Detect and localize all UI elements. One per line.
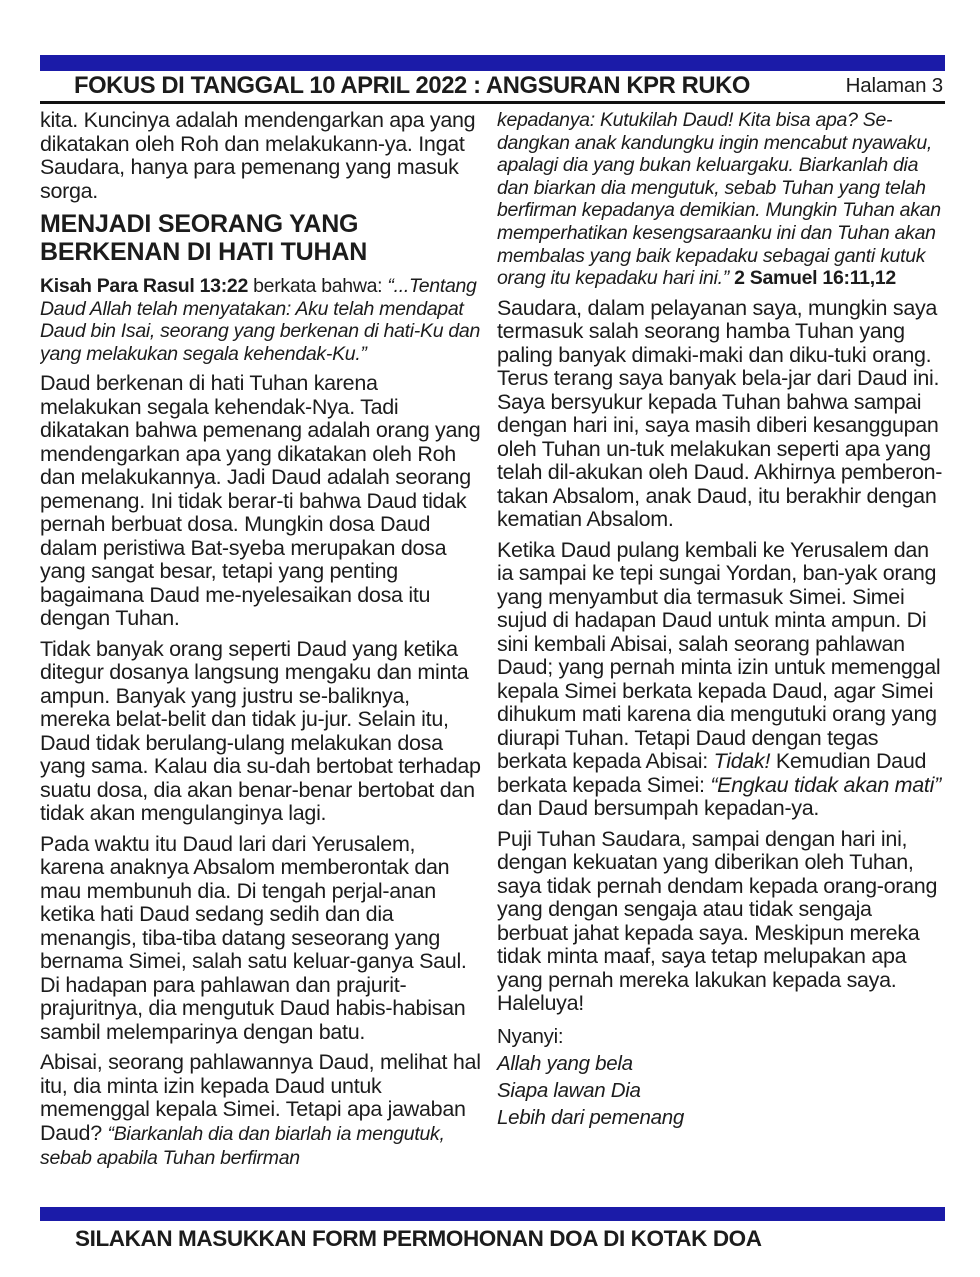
paragraph xyxy=(40,372,482,631)
text-run: “Biarkanlah dia dan biarlah ia mengutuk, sebab apabila Tuhan berfirman xyxy=(40,1122,445,1170)
left-column xyxy=(40,109,482,1205)
text-run: Kemudian Daud berkata kepada Simei: xyxy=(497,749,927,797)
text-run: Abisai, seorang pahlawannya Daud, melihat hal itu, dia minta izin kepada Daud untuk memenggal kepala Simei. Tetapi apa jawaban Daud? xyxy=(40,1050,481,1145)
text-run: 2 Samuel 16:11,12 xyxy=(728,267,896,290)
paragraph xyxy=(497,297,945,532)
text-run: kepadanya: Kutukilah Daud! Kita bisa apa? Se-dangkan anak kandungku ingin mencabut nyawaku, apalagi dia yang bukan keluargaku. Biarkanlah dia dan biarkan dia mengutuk, sebab Tuhan yang telah berfirman kepadanya demikian. Mungkin Tuhan akan memperhatikan kesengsaraanku ini dan Tuhan akan membalas yang baik kepadaku sebagai ganti kutuk orang itu kepadaku hari ini.” xyxy=(497,109,941,290)
song-line xyxy=(497,1050,945,1077)
scripture-quote-samuel xyxy=(497,109,945,290)
paragraph xyxy=(40,833,482,1045)
text-run: Pada waktu itu Daud lari dari Yerusalem, karena anaknya Absalom memberontak dan mau membunuh dia. Di tengah perjal-anan ketika hati Daud sedang sedih dan dia menangis, tiba-tiba datang seseorang yang bernama Simei, salah satu keluar-ganya Saul. Di hadapan para pahlawan dan prajurit-prajuritnya, dia mengutuk Daud habis-habisan sambil melemparinya dengan batu. xyxy=(40,831,467,1044)
footer-accent-bar xyxy=(40,1207,945,1221)
article-body xyxy=(40,109,945,1205)
right-column xyxy=(497,109,945,1205)
paragraph xyxy=(40,1051,482,1171)
text-run: Ketika Daud pulang kembali ke Yerusalem dan ia sampai ke tepi sungai Yordan, ban-yak orang yang menyambut dia termasuk Simei. Simei sujud di hadapan Daud untuk minta ampun. Di sini kembali Abisai, salah seorang pahlawan Daud; yang pernah minta izin untuk memenggal kepala Simei berkata kepada Daud, agar Simei dihukum mati karena dia mengutuki orang yang diurapi Tuhan. Tetapi Daud dengan tegas berkata kepada Abisai: xyxy=(497,537,941,774)
text-run: Lebih dari pemenang xyxy=(497,1105,684,1129)
text-run: kita. Kuncinya adalah mendengarkan apa yang dikatakan oleh Roh dan melakukann-ya. Ingat Saudara, hanya para pemenang yang masuk sorga. xyxy=(40,109,476,203)
page-number: Halaman 3 xyxy=(845,74,943,97)
text-run: MENJADI SEORANG YANG BERKENAN DI HATI TUHAN xyxy=(40,210,368,266)
text-run: “...Tentang Daud Allah telah menyatakan: Aku telah mendapat Daud bin Isai, seorang yang berkenan di hati-Ku dan yang melakukan segala kehendak-Ku.” xyxy=(40,275,481,365)
text-run: “Engkau tidak akan mati” xyxy=(710,772,941,797)
paragraph-intro xyxy=(40,109,482,203)
text-run: Saudara, dalam pelayanan saya, mungkin saya termasuk salah seorang hamba Tuhan yang paling banyak dimaki-maki dan diku-tuki orang. Terus terang saya banyak bela-jar dari Daud ini. Saya bersyukur kepada Tuhan bahwa sampai dengan hari ini, saya masih diberi kesanggupan oleh Tuhan un-tuk melakukan seperti apa yang telah dil-akukan oleh Daud. Akhirnya pemberon-takan Absalom, anak Daud, itu berakhir dengan kematian Absalom. xyxy=(497,295,943,532)
paragraph xyxy=(40,638,482,826)
paragraph xyxy=(497,539,945,821)
text-run: berkata bahwa: xyxy=(248,275,388,297)
page-title: FOKUS DI TANGGAL 10 APRIL 2022 : ANGSURAN KPR RUKO xyxy=(73,72,750,99)
header-divider xyxy=(40,101,945,104)
song-line xyxy=(497,1104,945,1131)
text-run: Tidak banyak orang seperti Daud yang ketika ditegur dosanya langsung mengaku dan minta ampun. Banyak yang justru se-baliknya, mereka belat-belit dan tidak ju-jur. Selain itu, Daud tidak berulang-ulang melakukan dosa yang sama. Kalau dia su-dah bertobat terhadap suatu dosa, dia akan benar-benar bertobat dan tidak akan mengulanginya lagi. xyxy=(40,636,481,826)
text-run: Nyanyi: xyxy=(497,1024,564,1048)
page-header xyxy=(40,71,945,101)
song-section-label xyxy=(497,1023,945,1050)
section-heading xyxy=(40,210,465,266)
text-run: Kisah Para Rasul 13:22 xyxy=(40,275,249,297)
top-accent-bar xyxy=(40,55,945,71)
song-line xyxy=(497,1077,945,1104)
text-run: Puji Tuhan Saudara, sampai dengan hari ini, dengan kekuatan yang diberikan oleh Tuhan, saya tidak pernah dendam kepada orang-orang yang dengan sengaja atau tidak sengaja berbuat jahat kepada saya. Meskipun mereka tidak minta maaf, saya tetap melupakan apa yang pernah mereka lakukan kepada saya. Haleluya! xyxy=(497,826,938,1016)
text-run: Daud berkenan di hati Tuhan karena melakukan segala kehendak-Nya. Tadi dikatakan bahwa pemenang adalah orang yang mendengarkan apa yang dikatakan oleh Roh dan melakukannya. Jadi Daud adalah seorang pemenang. Ini tidak berar-ti bahwa Daud tidak pernah berbuat dosa. Mungkin dosa Daud dalam peristiwa Bat-syeba merupakan dosa yang sangat besar, tetapi yang penting bagaimana Daud me-nyelesaikan dosa itu dengan Tuhan. xyxy=(40,371,481,631)
footer-notice: SILAKAN MASUKKAN FORM PERMOHONAN DOA DI KOTAK DOA xyxy=(75,1226,762,1251)
text-run: Siapa lawan Dia xyxy=(497,1078,641,1102)
text-run: Tidak! xyxy=(713,749,771,774)
paragraph xyxy=(497,828,945,1016)
scripture-quote-acts xyxy=(40,275,482,365)
text-run: Allah yang bela xyxy=(497,1051,633,1075)
text-run: dan Daud bersumpah kepadan-ya. xyxy=(497,796,820,821)
